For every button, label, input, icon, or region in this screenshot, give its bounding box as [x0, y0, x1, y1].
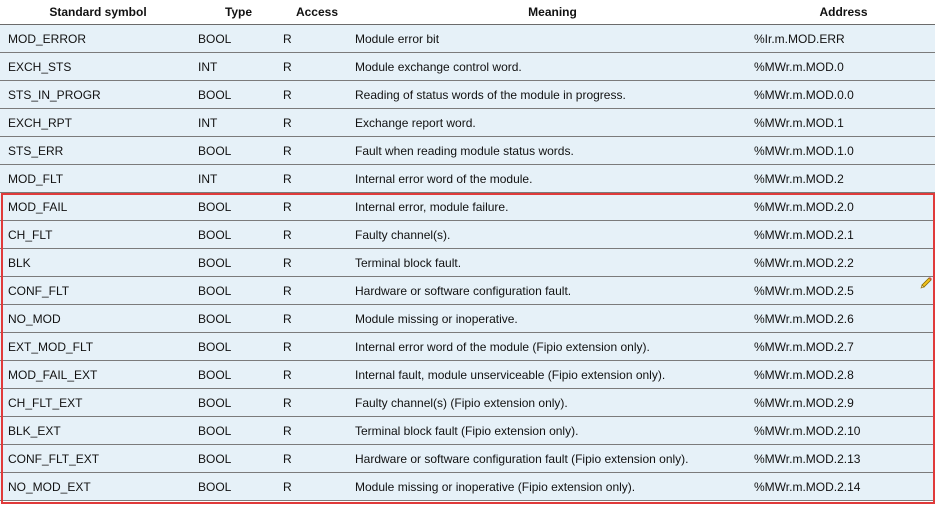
- table-row: [0, 277, 935, 305]
- cell-type: BOOL: [196, 389, 281, 417]
- cell-type: INT: [196, 109, 281, 137]
- header-row: [0, 0, 935, 25]
- cell-address: %MWr.m.MOD.2.5: [752, 277, 935, 305]
- cell-address: %MWr.m.MOD.2.0: [752, 193, 935, 221]
- cell-type: BOOL: [196, 193, 281, 221]
- cell-meaning: Terminal block fault.: [353, 249, 752, 277]
- cell-address: %MWr.m.MOD.2.7: [752, 333, 935, 361]
- table-row: [0, 221, 935, 249]
- cell-symbol: CH_FLT: [0, 221, 196, 249]
- cell-meaning: Fault when reading module status words.: [353, 137, 752, 165]
- cell-type: BOOL: [196, 305, 281, 333]
- cell-symbol: CONF_FLT: [0, 277, 196, 305]
- cell-address: %MWr.m.MOD.2: [752, 165, 935, 193]
- cell-address: %MWr.m.MOD.2.13: [752, 445, 935, 473]
- cell-symbol: CONF_FLT_EXT: [0, 445, 196, 473]
- cell-meaning: Exchange report word.: [353, 109, 752, 137]
- cell-meaning: Internal fault, module unserviceable (Fipio extension only).: [353, 361, 752, 389]
- cell-access: R: [281, 137, 353, 165]
- cell-symbol: BLK: [0, 249, 196, 277]
- cell-symbol: STS_IN_PROGR: [0, 81, 196, 109]
- pencil-icon[interactable]: [919, 276, 933, 290]
- cell-symbol: MOD_ERROR: [0, 25, 196, 53]
- cell-meaning: Terminal block fault (Fipio extension only).: [353, 417, 752, 445]
- cell-address: %MWr.m.MOD.2.2: [752, 249, 935, 277]
- cell-meaning: Internal error word of the module (Fipio extension only).: [353, 333, 752, 361]
- cell-type: BOOL: [196, 277, 281, 305]
- cell-symbol: NO_MOD_EXT: [0, 473, 196, 501]
- cell-access: R: [281, 277, 353, 305]
- table-row: [0, 193, 935, 221]
- cell-access: R: [281, 109, 353, 137]
- cell-type: BOOL: [196, 25, 281, 53]
- cell-symbol: MOD_FLT: [0, 165, 196, 193]
- table-row: [0, 81, 935, 109]
- cell-address: %MWr.m.MOD.1: [752, 109, 935, 137]
- table-row: [0, 165, 935, 193]
- cell-symbol: MOD_FAIL: [0, 193, 196, 221]
- cell-access: R: [281, 333, 353, 361]
- cell-meaning: Module missing or inoperative.: [353, 305, 752, 333]
- cell-symbol: MOD_FAIL_EXT: [0, 361, 196, 389]
- cell-address: %MWr.m.MOD.2.10: [752, 417, 935, 445]
- cell-type: INT: [196, 165, 281, 193]
- cell-type: BOOL: [196, 333, 281, 361]
- cell-type: BOOL: [196, 361, 281, 389]
- column-header-access: Access: [281, 0, 353, 25]
- cell-access: R: [281, 445, 353, 473]
- column-header-symbol: Standard symbol: [0, 0, 196, 25]
- table-row: [0, 25, 935, 53]
- cell-meaning: Module exchange control word.: [353, 53, 752, 81]
- cell-meaning: Internal error word of the module.: [353, 165, 752, 193]
- cell-type: INT: [196, 53, 281, 81]
- cell-type: BOOL: [196, 249, 281, 277]
- cell-meaning: Reading of status words of the module in progress.: [353, 81, 752, 109]
- table-row: [0, 305, 935, 333]
- cell-access: R: [281, 389, 353, 417]
- cell-type: BOOL: [196, 417, 281, 445]
- cell-type: BOOL: [196, 137, 281, 165]
- table-row: [0, 53, 935, 81]
- cell-symbol: EXCH_STS: [0, 53, 196, 81]
- table-row: [0, 361, 935, 389]
- cell-meaning: Module error bit: [353, 25, 752, 53]
- column-header-address: Address: [752, 0, 935, 25]
- table-row: [0, 445, 935, 473]
- cell-symbol: STS_ERR: [0, 137, 196, 165]
- cell-access: R: [281, 81, 353, 109]
- cell-address: %MWr.m.MOD.2.6: [752, 305, 935, 333]
- cell-symbol: CH_FLT_EXT: [0, 389, 196, 417]
- cell-address: %MWr.m.MOD.2.8: [752, 361, 935, 389]
- cell-address: %MWr.m.MOD.1.0: [752, 137, 935, 165]
- table-row: [0, 137, 935, 165]
- cell-address: %MWr.m.MOD.0: [752, 53, 935, 81]
- cell-meaning: Faulty channel(s).: [353, 221, 752, 249]
- cell-access: R: [281, 417, 353, 445]
- cell-symbol: NO_MOD: [0, 305, 196, 333]
- table-row: [0, 249, 935, 277]
- cell-access: R: [281, 193, 353, 221]
- cell-address: %MWr.m.MOD.2.9: [752, 389, 935, 417]
- cell-address: %MWr.m.MOD.0.0: [752, 81, 935, 109]
- cell-symbol: EXCH_RPT: [0, 109, 196, 137]
- cell-access: R: [281, 473, 353, 501]
- cell-type: BOOL: [196, 445, 281, 473]
- cell-access: R: [281, 249, 353, 277]
- cell-symbol: EXT_MOD_FLT: [0, 333, 196, 361]
- cell-access: R: [281, 53, 353, 81]
- cell-type: BOOL: [196, 81, 281, 109]
- cell-meaning: Module missing or inoperative (Fipio extension only).: [353, 473, 752, 501]
- table-row: [0, 333, 935, 361]
- cell-meaning: Internal error, module failure.: [353, 193, 752, 221]
- cell-type: BOOL: [196, 473, 281, 501]
- cell-meaning: Faulty channel(s) (Fipio extension only).: [353, 389, 752, 417]
- cell-access: R: [281, 361, 353, 389]
- cell-access: R: [281, 25, 353, 53]
- cell-type: BOOL: [196, 221, 281, 249]
- column-header-type: Type: [196, 0, 281, 25]
- cell-address: %MWr.m.MOD.2.14: [752, 473, 935, 501]
- cell-access: R: [281, 305, 353, 333]
- table-row: [0, 473, 935, 501]
- table-row: [0, 389, 935, 417]
- table-body: [0, 25, 935, 501]
- column-header-meaning: Meaning: [353, 0, 752, 25]
- cell-access: R: [281, 165, 353, 193]
- table-row: [0, 417, 935, 445]
- cell-meaning: Hardware or software configuration fault.: [353, 277, 752, 305]
- cell-access: R: [281, 221, 353, 249]
- table-row: [0, 109, 935, 137]
- cell-symbol: BLK_EXT: [0, 417, 196, 445]
- cell-meaning: Hardware or software configuration fault (Fipio extension only).: [353, 445, 752, 473]
- cell-address: %MWr.m.MOD.2.1: [752, 221, 935, 249]
- cell-address: %Ir.m.MOD.ERR: [752, 25, 935, 53]
